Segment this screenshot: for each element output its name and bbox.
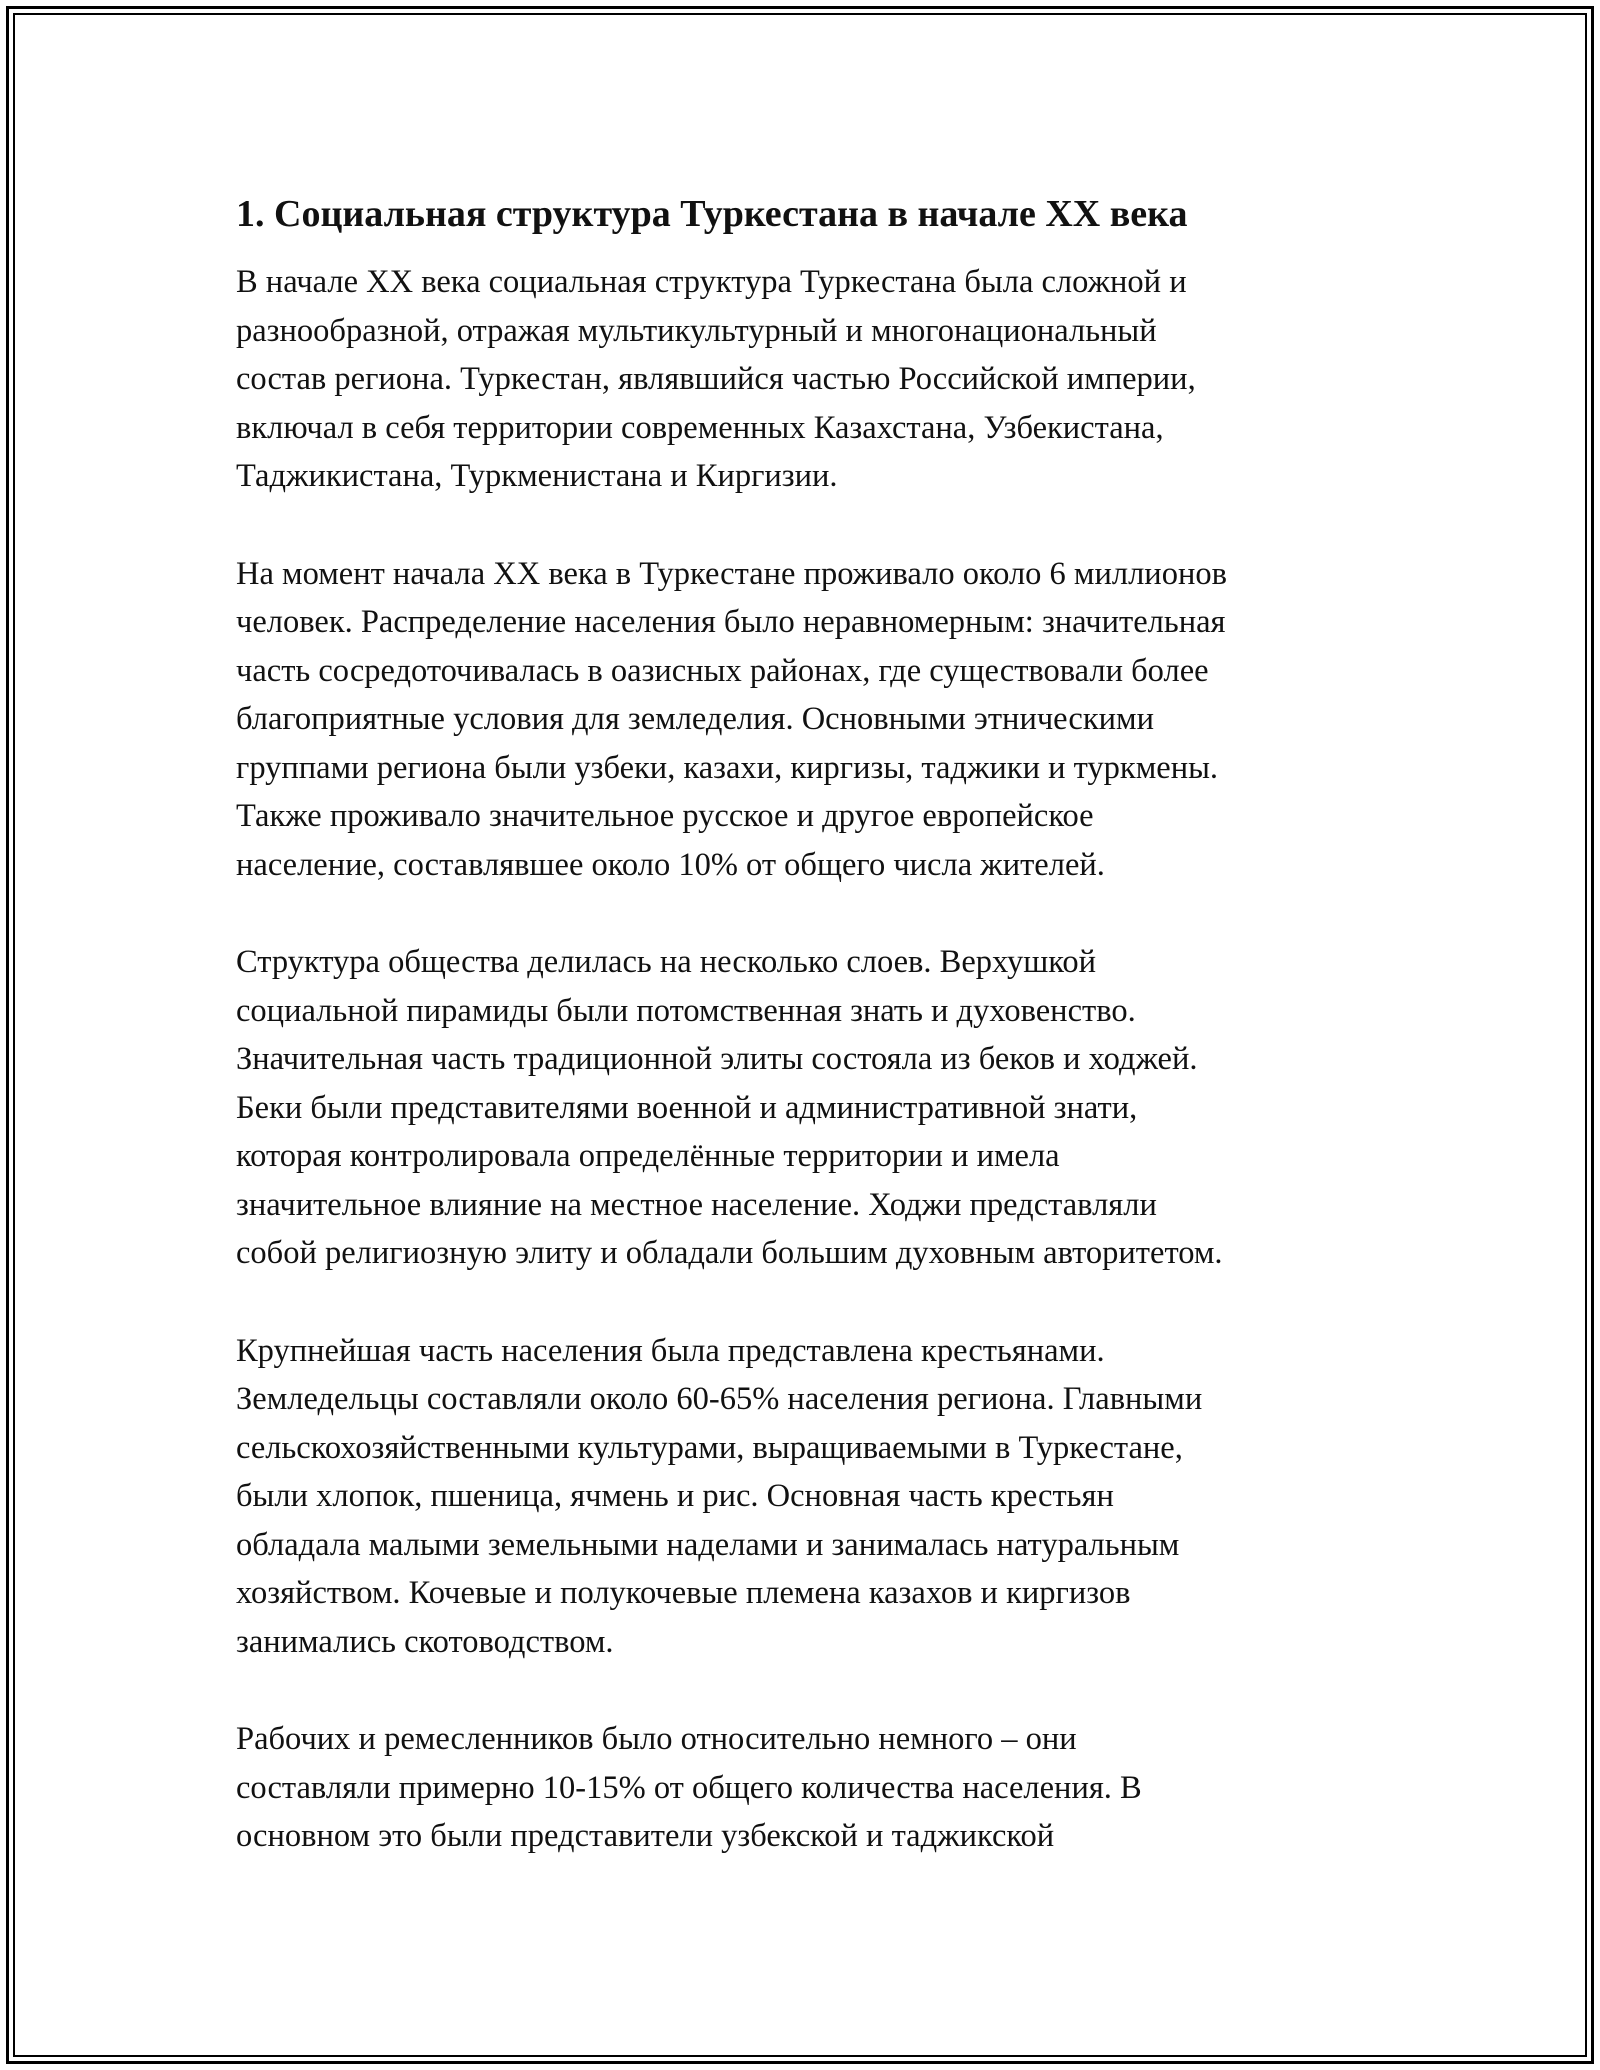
paragraph-line: часть сосредоточивалась в оазисных районах, где существовали более: [236, 652, 1209, 689]
document-body: [236, 186, 1396, 1910]
paragraph-line: состав региона. Туркестан, являвшийся частью Российской империи,: [236, 361, 1196, 397]
paragraph-line: Крупнейшая часть населения была представлена крестьянами.: [236, 1332, 1105, 1369]
paragraph-line: которая контролировала определённые территории и имела: [236, 1138, 1060, 1174]
paragraph-line: были хлопок, пшеница, ячмень и рис. Основная часть крестьян: [236, 1478, 1114, 1514]
paragraph-line: основном это были представители узбекской и таджикской: [236, 1818, 1055, 1854]
paragraph-line: Таджикистана, Туркменистана и Киргизии.: [236, 458, 838, 494]
paragraph-line: В начале XX века социальная структура Туркестана была сложной и: [236, 264, 1187, 300]
paragraph-line: обладала малыми земельными наделами и занималась натуральным: [236, 1526, 1180, 1563]
paragraph-line: собой религиозную элиту и обладали большим духовным авторитетом.: [236, 1235, 1223, 1271]
paragraph-line: включал в себя территории современных Казахстана, Узбекистана,: [236, 409, 1164, 446]
paragraph-line: Значительная часть традиционной элиты состояла из беков и ходжей.: [236, 1041, 1198, 1077]
paragraph-line: человек. Распределение населения было неравномерным: значительная: [236, 604, 1226, 640]
paragraph-line: население, составлявшее около 10% от общего числа жителей.: [236, 846, 1105, 883]
paragraph-social-layers: [236, 938, 1396, 1278]
paragraph-peasants: [236, 1327, 1396, 1667]
paragraph-line: Земледельцы составляли около 60-65% населения региона. Главными: [236, 1381, 1203, 1417]
paragraph-line: Рабочих и ремесленников было относительно немного – они: [236, 1721, 1077, 1757]
paragraph-line: значительное влияние на местное население. Ходжи представляли: [236, 1186, 1157, 1223]
paragraph-line: На момент начала XX века в Туркестане проживало около 6 миллионов: [236, 555, 1227, 592]
paragraph-line: группами региона были узбеки, казахи, киргизы, таджики и туркмены.: [236, 749, 1219, 786]
paragraph-line: занимались скотоводством.: [236, 1623, 614, 1660]
paragraph-line: сельскохозяйственными культурами, выращиваемыми в Туркестане,: [236, 1429, 1183, 1466]
paragraph-line: Беки были представителями военной и административной знати,: [236, 1089, 1138, 1126]
paragraph-line: разнообразной, отражая мультикультурный и многонациональный: [236, 312, 1157, 349]
paragraph-line: составляли примерно 10-15% от общего количества населения. В: [236, 1769, 1142, 1806]
paragraph-intro: [236, 258, 1396, 501]
paragraph-line: хозяйством. Кочевые и полукочевые племена казахов и киргизов: [236, 1575, 1131, 1611]
paragraph-line: благоприятные условия для земледелия. Основными этническими: [236, 701, 1154, 737]
paragraph-line: Также проживало значительное русское и другое европейское: [236, 798, 1094, 834]
paragraph-workers: [236, 1715, 1396, 1861]
section-heading: 1. Социальная структура Туркестана в начале XX века: [236, 193, 1188, 235]
paragraph-line: социальной пирамиды были потомственная знать и духовенство.: [236, 992, 1136, 1029]
paragraph-line: Структура общества делилась на несколько слоев. Верхушкой: [236, 944, 1097, 980]
paragraph-population: [236, 550, 1396, 890]
